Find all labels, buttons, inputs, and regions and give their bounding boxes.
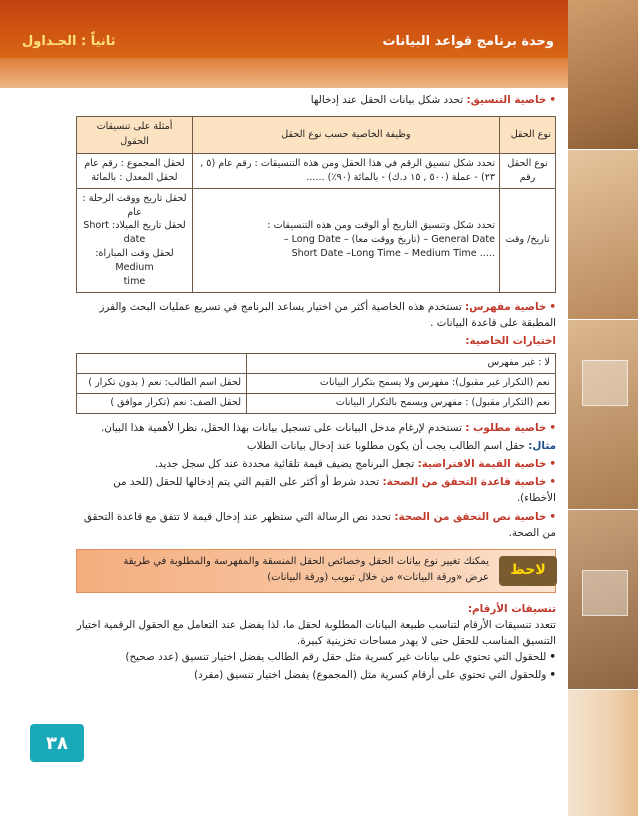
- field-type-cell: تاريخ/ وقت: [500, 188, 556, 292]
- numbers-paragraph: تتعدد تنسيقات الأرقام لتناسب طبيعة البيانات المطلوبة لحقل ما، لذا يفضل عند التعامل مع الحقول الرقمية اختيار التنسيق المناسب للحقل حتى لا يهدر مساحات تخزينية كبيرة.: [76, 618, 556, 648]
- option-cell: نعم (التكرار مقبول) : مفهرس ويسمح بالتكرار البيانات: [247, 394, 556, 414]
- bullet-icon: •: [549, 458, 556, 471]
- table-row: [77, 394, 556, 414]
- format-label: خاصية التنسيق:: [466, 94, 547, 106]
- required-text: تستخدم لإرغام مدخل البيانات على تسجيل بيانات بهذا الحقل، نظرا لأهمية هذا البيان.: [100, 421, 466, 434]
- format-text: تحدد شكل بيانات الحقل عند إدخالها: [310, 94, 467, 106]
- side-photo: [568, 510, 638, 690]
- example-line: time: [123, 276, 146, 288]
- table-header-row: [77, 117, 556, 154]
- example-text: حقل اسم الطالب يجب أن يكون مطلوبا عند إدخال بيانات الطلاب: [246, 440, 529, 453]
- table-header-cell: أمثلة على تنسيقات الحقول: [77, 117, 193, 154]
- note-line: يمكنك تغيير نوع بيانات الحقل وخصائص الحقل المنسقة والمفهرسة والمطلوبة في طريقة: [123, 555, 489, 567]
- option-cell: نعم (التكرار غير مقبول): مفهرس ولا يسمح بتكرار البيانات: [247, 374, 556, 394]
- example-line: لحقل المجموع : رقم عام: [84, 157, 185, 169]
- numbers-bullet-text: وللحقول التي تحتوي على أرقام كسرية مثل (المجموع) يفضل اختيار تنسيق (مفرد): [194, 669, 547, 682]
- validation-rule-text: تحدد شرط أو أكثر على القيم التي يتم إدخالها للحقل (للحد من الأخطاء).: [113, 476, 556, 505]
- function-line: ..... Short Date –Long Time – Medium Time: [291, 248, 495, 260]
- validation-text-text: تحدد نص الرسالة التي ستظهر عند إدخال قيمة لا تتفق مع قاعدة التحقق من الصحة.: [83, 510, 556, 539]
- bullet-icon: •: [549, 94, 556, 106]
- table-row: [77, 354, 556, 374]
- indexed-property: [76, 299, 556, 331]
- numbers-bullet: [76, 649, 556, 665]
- function-cell: [193, 188, 500, 292]
- unit-title: وحدة برنامج قواعد البيانات: [382, 34, 554, 49]
- validation-text-label: خاصية نص التحقق من الصحة:: [394, 510, 547, 523]
- required-example: [76, 438, 556, 454]
- indexed-options-label: اختيارات الخاصية:: [465, 335, 556, 348]
- function-line: تحدد شكل وتنسيق التاريخ أو الوقت ومن هذه التنسيقات :: [267, 220, 495, 232]
- example-line: لحقل المعدل : بالمائة: [91, 171, 178, 183]
- table-header-cell: نوع الحقل: [500, 117, 556, 154]
- indexed-label: خاصية مفهرس:: [465, 301, 547, 313]
- bullet-icon: •: [549, 669, 556, 682]
- table-row: [77, 153, 556, 188]
- header-stripe: [0, 58, 638, 88]
- table-row: [77, 374, 556, 394]
- bullet-icon: •: [549, 651, 556, 664]
- example-line: لحقل تاريخ الميلاد: Short date: [83, 220, 186, 246]
- table-row: [77, 188, 556, 292]
- note-text: [85, 554, 489, 587]
- default-value-label: خاصية القيمة الافتراضية:: [417, 458, 547, 471]
- bullet-icon: •: [549, 421, 556, 434]
- side-photo: [568, 320, 638, 510]
- cube-decoration: [582, 570, 628, 616]
- page-number-badge: ٣٨: [30, 724, 84, 762]
- chapter-title: ثانياً : الجـداول: [22, 34, 116, 49]
- default-value-text: تجعل البرنامج يضيف قيمة تلقائية محددة عند كل سجل جديد.: [154, 458, 418, 471]
- cube-decoration: [582, 360, 628, 406]
- example-label: مثال:: [528, 440, 556, 453]
- header-band: [0, 0, 638, 88]
- example-line: لحقل وقت المباراة: Medium: [95, 248, 174, 274]
- indexed-table: [76, 353, 556, 414]
- format-table: [76, 116, 556, 293]
- example-cell: [77, 354, 247, 374]
- required-label: خاصية مطلوب :: [465, 421, 547, 434]
- bullet-icon: •: [549, 301, 556, 313]
- examples-cell: [77, 188, 193, 292]
- example-cell: لحقل اسم الطالب: نعم ( بدون تكرار ): [77, 374, 247, 394]
- indexed-text: تستخدم هذه الخاصية أكثر من اختيار يساعد البرنامج في تسريع عمليات البحث والفرز المطبقة على قاعدة البيانات .: [99, 301, 556, 330]
- side-photo: [568, 0, 638, 150]
- note-box: [76, 549, 556, 593]
- main-content: [76, 92, 556, 685]
- validation-rule-property: [76, 474, 556, 506]
- function-line: General Date – (تاريخ ووقت معا) – Long Date –: [283, 234, 495, 246]
- table-header-cell: وظيفة الخاصية حسب نوع الحقل: [193, 117, 500, 154]
- side-photo: [568, 150, 638, 320]
- option-cell: لا : غير مفهرس: [247, 354, 556, 374]
- field-type-cell: نوع الحقل رقم: [500, 153, 556, 188]
- example-cell: لحقل الصف: نعم (تكرار موافق ): [77, 394, 247, 414]
- validation-text-property: [76, 509, 556, 541]
- default-value-property: [76, 456, 556, 472]
- side-decoration: [568, 0, 638, 816]
- example-line: لحقل تاريخ ووقت الرحلة : عام: [82, 192, 187, 218]
- examples-cell: [77, 153, 193, 188]
- required-property: [76, 420, 556, 436]
- validation-rule-label: خاصية قاعدة التحقق من الصحة:: [382, 476, 547, 489]
- note-tab: لاحظ: [499, 556, 557, 586]
- bullet-icon: •: [549, 476, 556, 489]
- numbers-bullet: [76, 667, 556, 683]
- bullet-icon: •: [549, 510, 556, 523]
- note-line: عرض «ورقة البيانات» من خلال تبويب (ورقة البيانات): [267, 572, 489, 584]
- format-property: [76, 92, 556, 108]
- numbers-bullet-text: للحقول التي تحتوي على بيانات غير كسرية مثل حقل رقم الطالب يفضل اختيار تنسيق (عدد صحيح): [125, 651, 547, 664]
- numbers-title: تنسيقات الأرقام:: [467, 602, 556, 615]
- function-cell: تحدد شكل تنسيق الرقم في هذا الحقل ومن هذه التنسيقات : رقم عام (٥ , ٢٣) - عملة (٥٠٠ , ١٥ د.ك) - بالمائة (٩٠٪) ......: [193, 153, 500, 188]
